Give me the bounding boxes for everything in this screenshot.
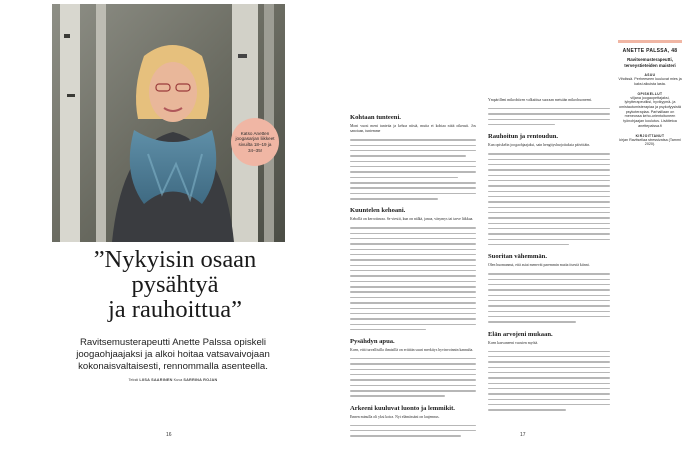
section-intro: Moni vuosi meni tunteita ja kehoa niistä, mutta ei kohtaa niitä oikeasti. Jos sanotaan, tuntemme	[350, 124, 476, 134]
profile-sidebar	[618, 40, 682, 147]
pull-quote-line: ja rauhoittua”	[107, 296, 242, 323]
section-intro: Ennen minulla oli yksi koira. Nyt elämässäni on laajennus.	[350, 414, 440, 419]
page-number-left: 16	[166, 432, 172, 438]
section-intro: Koen kasvaneeni vuosien myötä.	[488, 340, 539, 345]
article-column-1	[350, 114, 476, 439]
pull-quote	[70, 247, 280, 322]
photographer-name: SARRINA ROJAN	[183, 378, 218, 382]
asuu-label: ASUU	[644, 73, 656, 78]
photo-caption-bubble	[231, 118, 279, 166]
section-heading: Arkeeni kuuluvat luonto ja lemmikit.	[350, 404, 455, 412]
article-credits	[62, 378, 284, 382]
kirjoittanut-label: KIRJOITTANUT	[635, 133, 665, 138]
section-intro: Ympärilleni mikrohiiren valkaittua suoraan metsään mikrohuoneeni.	[488, 98, 593, 102]
section-heading: Suoritan vähemmän.	[488, 253, 547, 261]
section-intro: Kehollä on kerrottavaa. Se viestii, kun on nälkä, janoa, väsymys tai tarve liikkua.	[350, 217, 474, 222]
pull-quote-line: ”Nykyisin osaan	[93, 246, 257, 273]
section-intro: Olen huomannut, että asiat menevät paremmin mutta itsestä kiinni.	[488, 263, 590, 268]
section-heading: Rauhoitun ja rentoudun.	[488, 133, 559, 141]
kirjoittanut-value: kirjan Ravitsellaa stressivatsa (Tammi 2020).	[619, 137, 681, 147]
section-heading: Kohtaan tunteeni.	[350, 114, 401, 121]
section-intro: Kun opiskelin joogaohjaajaksi, sain hengitysharjoituksia päivittäin.	[488, 143, 591, 148]
article-column-2	[488, 98, 610, 413]
profile-name: ANETTE PALSSA, 48	[622, 48, 678, 54]
profile-role: Ravitsemusterapeutti, terveystieteiden maisteri	[624, 57, 676, 68]
author-name: LIISA SAARINEN	[139, 378, 173, 382]
opiskellut-label: OPISKELLUT	[637, 91, 663, 96]
section-heading: Elän arvojeni mukaan.	[488, 330, 553, 338]
accent-rule	[618, 40, 682, 43]
lead-paragraph: Ravitsemusterapeutti Anette Palssa opiskeli joogaohjaajaksi ja alkoi hoitaa vatsavaivojaan kokonaisvaltaisesti, rennommalla asenteella.	[76, 337, 270, 372]
asuu-value: Vihdissä. Perheeseen kuuluvat mies ja kaksi aikuista lasta.	[618, 77, 682, 86]
opiskellut-value: viljana joogaopettajaksi, lyhytterapeutiksi, hyvikyymä- ja omistautumisterapiaa ja psykofyysistä psykoterapiaa. Parhaillaan on meneossa keho-orientoituneen työnohjaajan koulutus. Lisätietoa anettepalssa.fi	[619, 95, 681, 128]
section-intro: Koen, että turvallisilla ihmisillä on erittäin suuri merkitys hyvinvoinnin kannalta.	[350, 348, 474, 353]
page-number-right: 17	[520, 432, 526, 438]
section-heading: Kuuntelen kehoani.	[350, 207, 406, 215]
text-credit-label: Teksti	[128, 378, 139, 382]
section-heading: Pysähdyn apua.	[350, 338, 395, 346]
photo-credit-label: Kuva	[173, 378, 183, 382]
pull-quote-line: pysähtyä	[131, 271, 219, 298]
photo-caption: Katso Anetten joogasarjan liikkeet sivuilta 18–19 ja 34–35!	[235, 130, 275, 153]
